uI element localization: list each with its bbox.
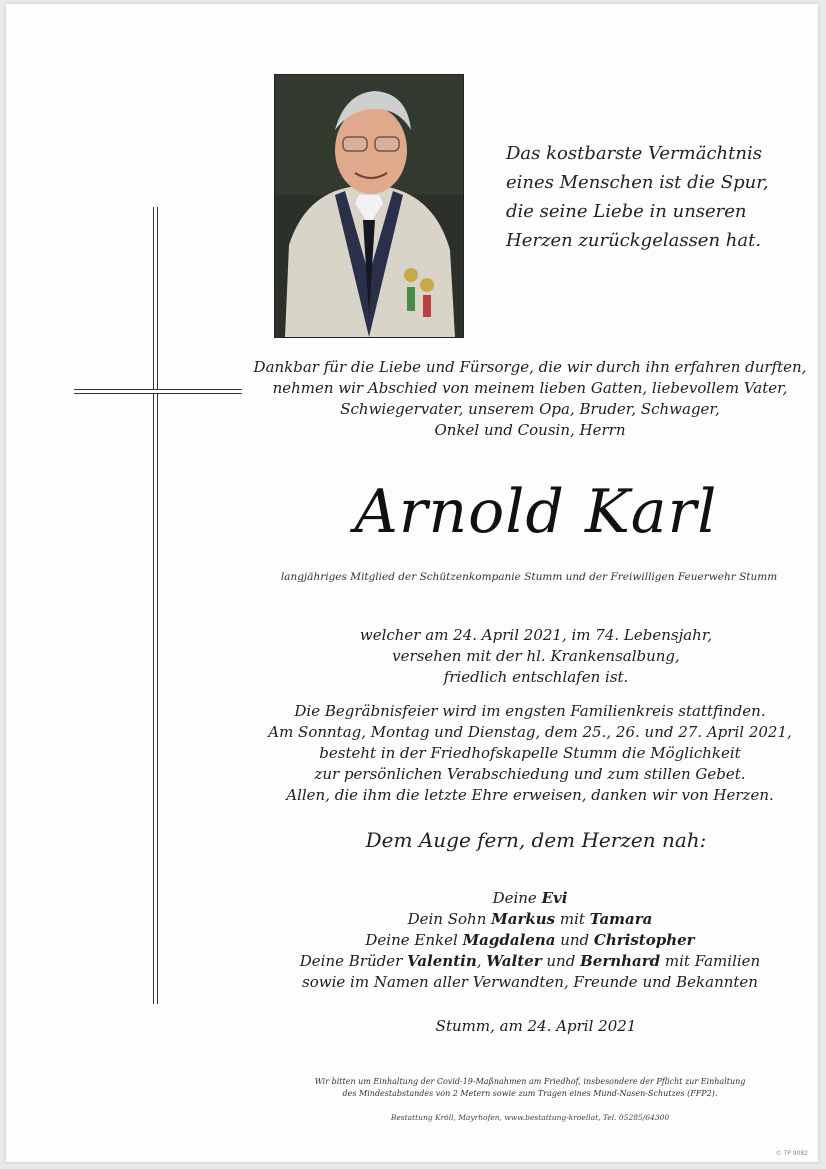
place-date: Stumm, am 24. April 2021 bbox=[435, 1017, 637, 1035]
cross-horizontal-bar bbox=[74, 389, 242, 394]
quote-line: die seine Liebe in unseren bbox=[506, 201, 747, 222]
mourner-text: Deine Brüder bbox=[299, 952, 408, 970]
farewell-line: Dem Auge fern, dem Herzen nah: bbox=[365, 828, 707, 852]
mourner-text: mit Familien bbox=[660, 952, 761, 970]
quote-line: Herzen zurückgelassen hat. bbox=[506, 230, 762, 251]
portrait-photo bbox=[274, 74, 464, 338]
covid-notice bbox=[250, 1076, 810, 1100]
quote-line: eines Menschen ist die Spur, bbox=[506, 172, 769, 193]
mourner-line bbox=[250, 951, 810, 972]
death-text bbox=[306, 625, 766, 688]
mourner-name: Christopher bbox=[593, 931, 695, 949]
mourner-name: Walter bbox=[486, 952, 542, 970]
corner-code: © TP 9082 bbox=[775, 1150, 808, 1157]
mourner-text: Dein Sohn bbox=[407, 910, 492, 928]
notice-line: des Mindestabstandes von 2 Metern sowie zum Tragen eines Mund-Nasen-Schutzes (FFP2). bbox=[342, 1089, 718, 1098]
mourner-text: Deine Enkel bbox=[365, 931, 463, 949]
membership-line: langjähriges Mitglied der Schützenkompanie Stumm und der Freiwilligen Feuerwehr Stumm bbox=[280, 571, 778, 583]
memorial-quote bbox=[506, 139, 769, 255]
obituary-sheet bbox=[6, 4, 818, 1162]
cross-vertical-bar bbox=[153, 207, 158, 1004]
mourner-line bbox=[250, 909, 810, 930]
mourner-line bbox=[250, 888, 810, 909]
mourner-line: sowie im Namen aller Verwandten, Freunde und Bekannten bbox=[302, 973, 758, 991]
mourner-name: Markus bbox=[491, 910, 556, 928]
mourner-name: Tamara bbox=[589, 910, 653, 928]
mourner-line bbox=[250, 930, 810, 951]
mourner-name: Evi bbox=[541, 889, 568, 907]
mourner-name: Bernhard bbox=[580, 952, 661, 970]
intro-line: nehmen wir Abschied von meinem lieben Gatten, liebevollem Vater, bbox=[272, 379, 788, 397]
mourner-text: Deine bbox=[492, 889, 542, 907]
intro-line: Dankbar für die Liebe und Fürsorge, die wir durch ihn erfahren durften, bbox=[253, 358, 807, 376]
mourners-list bbox=[250, 888, 810, 993]
deceased-name: Arnold Karl bbox=[354, 477, 718, 547]
intro-line: Onkel und Cousin, Herrn bbox=[434, 421, 626, 439]
mourner-text: mit bbox=[555, 910, 590, 928]
quote-line: Das kostbarste Vermächtnis bbox=[506, 143, 762, 164]
mourner-text: und bbox=[555, 931, 594, 949]
mourner-text: , bbox=[476, 952, 487, 970]
death-line: welcher am 24. April 2021, im 74. Lebensjahr, bbox=[359, 626, 713, 644]
funeral-line: zur persönlichen Verabschiedung und zum stillen Gebet. bbox=[314, 765, 746, 783]
funeral-line: Die Begräbnisfeier wird im engsten Familienkreis stattfinden. bbox=[294, 702, 766, 720]
funeral-line: Allen, die ihm die letzte Ehre erweisen, danken wir von Herzen. bbox=[286, 786, 774, 804]
mourner-name: Magdalena bbox=[462, 931, 556, 949]
intro-text bbox=[250, 357, 810, 441]
notice-line: Wir bitten um Einhaltung der Covid-19-Maßnahmen am Friedhof, insbesondere der Pflicht zur Einhaltung bbox=[314, 1077, 746, 1086]
death-line: friedlich entschlafen ist. bbox=[443, 668, 629, 686]
death-line: versehen mit der hl. Krankensalbung, bbox=[392, 647, 680, 665]
intro-line: Schwiegervater, unserem Opa, Bruder, Schwager, bbox=[340, 400, 720, 418]
mourner-text: und bbox=[541, 952, 581, 970]
funeral-line: besteht in der Friedhofskapelle Stumm die Möglichkeit bbox=[319, 744, 741, 762]
undertaker-info: Bestattung Kröll, Mayrhofen, www.bestattung-kroellat, Tel. 05285/64300 bbox=[390, 1113, 670, 1122]
funeral-line: Am Sonntag, Montag und Dienstag, dem 25., 26. und 27. April 2021, bbox=[268, 723, 792, 741]
funeral-text bbox=[250, 701, 810, 806]
mourner-name: Valentin bbox=[407, 952, 477, 970]
